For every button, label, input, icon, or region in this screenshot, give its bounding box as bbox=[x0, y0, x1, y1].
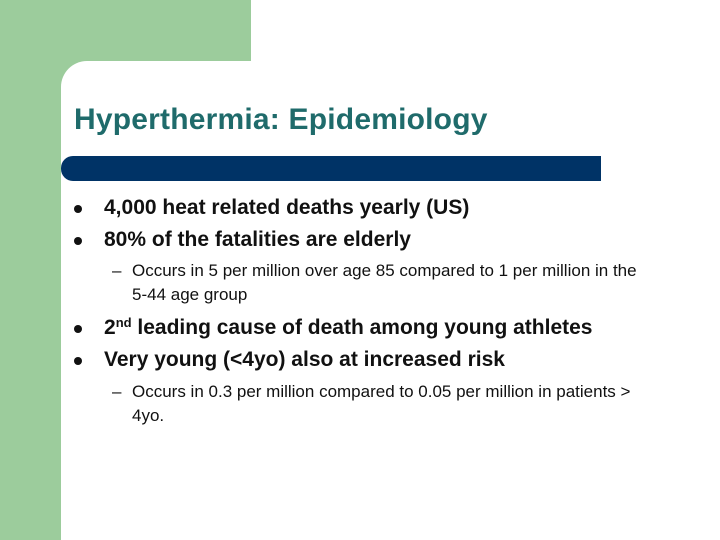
slide-title: Hyperthermia: Epidemiology bbox=[74, 103, 488, 136]
bullet-text-superscript: nd bbox=[115, 315, 132, 330]
title-underline-bar bbox=[61, 156, 601, 181]
bullet-dot-icon bbox=[74, 325, 82, 333]
sub-bullet-text: Occurs in 0.3 per million compared to 0.05 per million in patients > 4yo. bbox=[132, 382, 631, 425]
bullet-text bbox=[104, 316, 593, 340]
bullet-dot-icon bbox=[74, 205, 82, 213]
sub-bullet-dash: – bbox=[112, 382, 122, 401]
bullet-dot-icon bbox=[74, 357, 82, 365]
bullet-text: 4,000 heat related deaths yearly (US) bbox=[104, 196, 470, 219]
bullet-dot-icon bbox=[74, 237, 82, 245]
bullet-text-ordinal: 2 bbox=[104, 316, 116, 339]
bullet-text: Very young (<4yo) also at increased risk bbox=[104, 348, 505, 371]
sub-bullet-dash: – bbox=[112, 261, 122, 280]
bullet-text-rest: leading cause of death among young athletes bbox=[131, 316, 593, 339]
sub-bullet-text: Occurs in 5 per million over age 85 compared to 1 per million in the 5-44 age group bbox=[132, 261, 637, 304]
bullet-text: 80% of the fatalities are elderly bbox=[104, 228, 411, 251]
